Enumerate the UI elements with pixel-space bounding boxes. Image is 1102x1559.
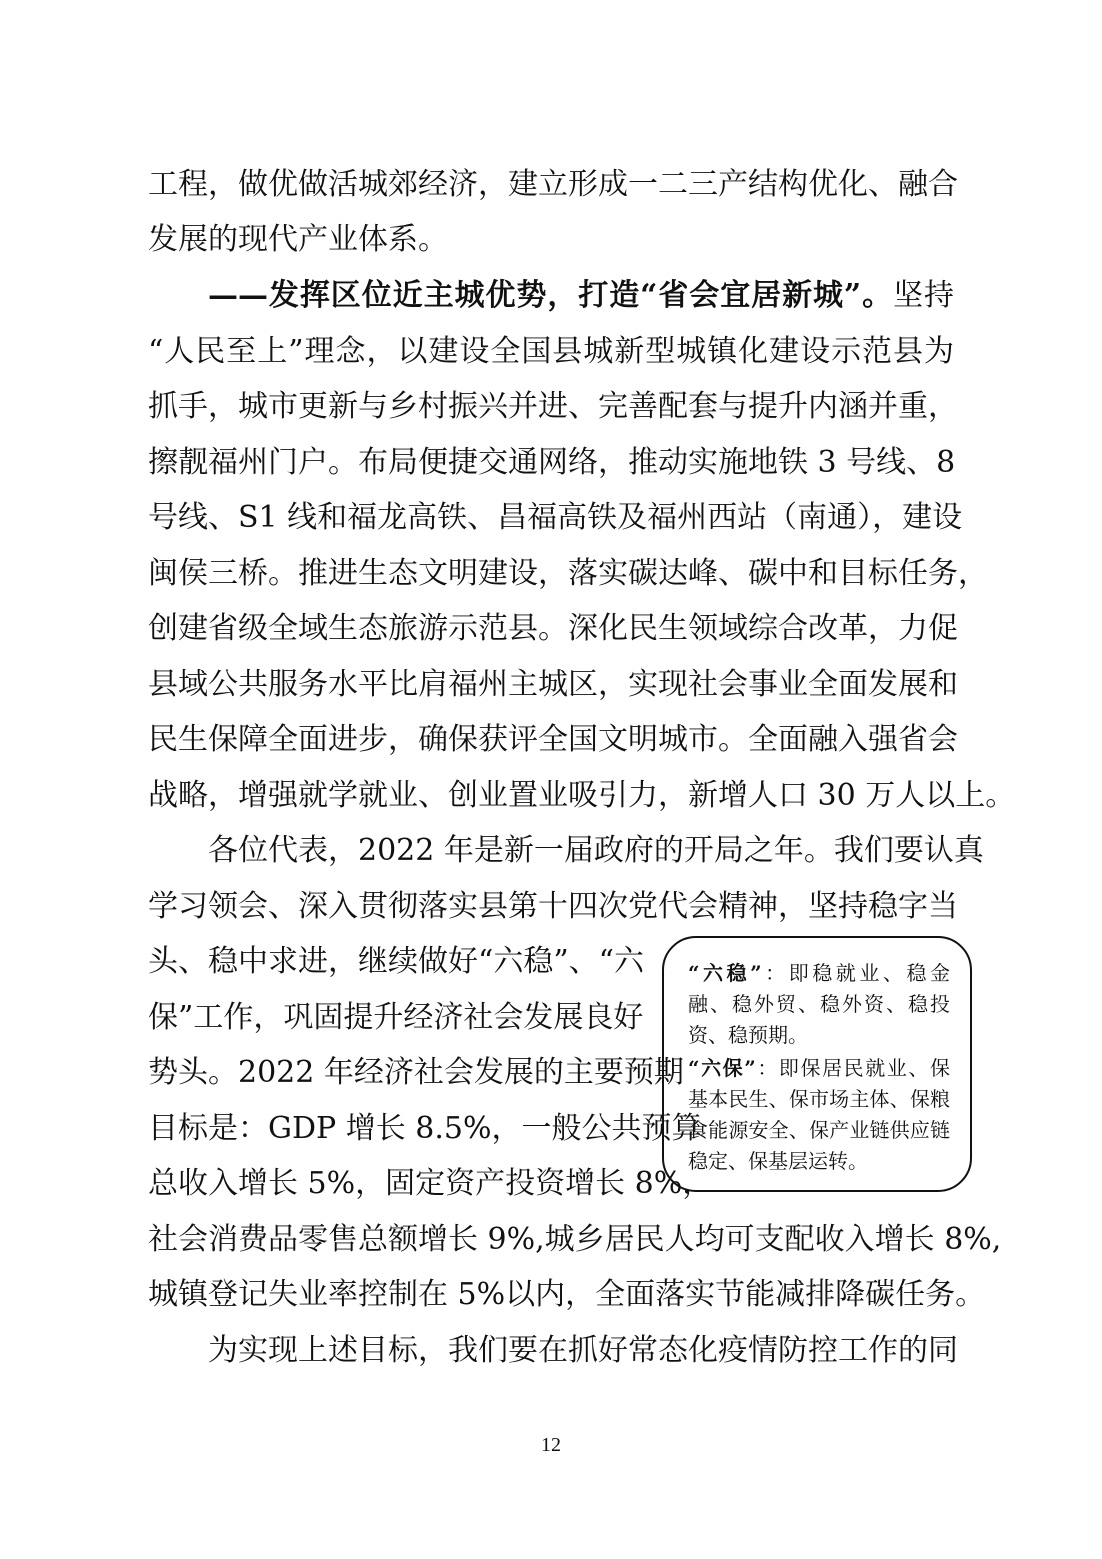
body-text-line: 保”工作，巩固提升经济社会发展良好 — [148, 1000, 644, 1035]
note-box — [662, 936, 972, 1192]
body-text-line: 闽侯三桥。推进生态文明建设，落实碳达峰、碳中和目标任务， — [148, 556, 988, 591]
body-text-line: 民生保障全面进步，确保获评全国文明城市。全面融入强省会 — [148, 722, 958, 757]
body-text-line: 学习领会、深入贯彻落实县第十四次党代会精神，坚持稳字当 — [148, 889, 958, 924]
note-definition: ：即稳就业、稳金融、稳外贸、稳外资、稳投资、稳预期。 — [688, 961, 950, 1047]
section-heading-tail: 坚持 — [893, 278, 954, 313]
body-text-line: 抓手，城市更新与乡村振兴并进、完善配套与提升内涵并重， — [148, 389, 958, 424]
body-text-line: 目标是：GDP 增长 8.5%，一般公共预算 — [148, 1111, 702, 1146]
body-text-line: 势头。2022 年经济社会发展的主要预期 — [148, 1055, 684, 1090]
body-text-line: 擦靓福州门户。布局便捷交通网络，推动实施地铁 3 号线、8 — [148, 445, 956, 480]
body-text-line: 头、稳中求进，继续做好“六稳”、“六 — [148, 944, 645, 979]
note-term: “六保” — [688, 1056, 756, 1080]
body-text-line: 创建省级全域生态旅游示范县。深化民生领域综合改革，力促 — [148, 611, 958, 646]
body-text-line: 发展的现代产业体系。 — [148, 222, 448, 257]
body-text-line: 战略，增强就学就业、创业置业吸引力，新增人口 30 万人以上。 — [148, 778, 1016, 813]
body-text-line: 城镇登记失业率控制在 5%以内，全面落实节能减排降碳任务。 — [148, 1277, 986, 1312]
body-text-line: 号线、S1 线和福龙高铁、昌福高铁及福州西站（南通），建设 — [148, 500, 963, 535]
note-liubao — [688, 1053, 950, 1177]
page-number: 12 — [541, 1434, 561, 1456]
body-text-line: 县域公共服务水平比肩福州主城区，实现社会事业全面发展和 — [148, 667, 958, 702]
body-text-line: 社会消费品零售总额增长 9%,城乡居民人均可支配收入增长 8%, — [148, 1222, 1002, 1257]
note-liuwen — [688, 958, 950, 1051]
note-definition: ：即保居民就业、保基本民生、保市场主体、保粮食能源安全、保产业链供应链稳定、保基层运转。 — [688, 1056, 951, 1173]
body-text-line: 总收入增长 5%，固定资产投资增长 8%， — [148, 1166, 713, 1201]
body-text-line: 各位代表，2022 年是新一届政府的开局之年。我们要认真 — [208, 833, 984, 868]
section-heading-line — [208, 276, 954, 316]
body-text-line: 工程，做优做活城郊经济，建立形成一二三产结构优化、融合 — [148, 167, 958, 202]
body-text-line: “人民至上”理念，以建设全国县城新型城镇化建设示范县为 — [148, 334, 954, 369]
section-heading: ——发挥区位近主城优势，打造“省会宜居新城”。 — [208, 278, 894, 313]
note-term: “六稳” — [688, 961, 762, 985]
body-text-line: 为实现上述目标，我们要在抓好常态化疫情防控工作的同 — [208, 1333, 958, 1368]
